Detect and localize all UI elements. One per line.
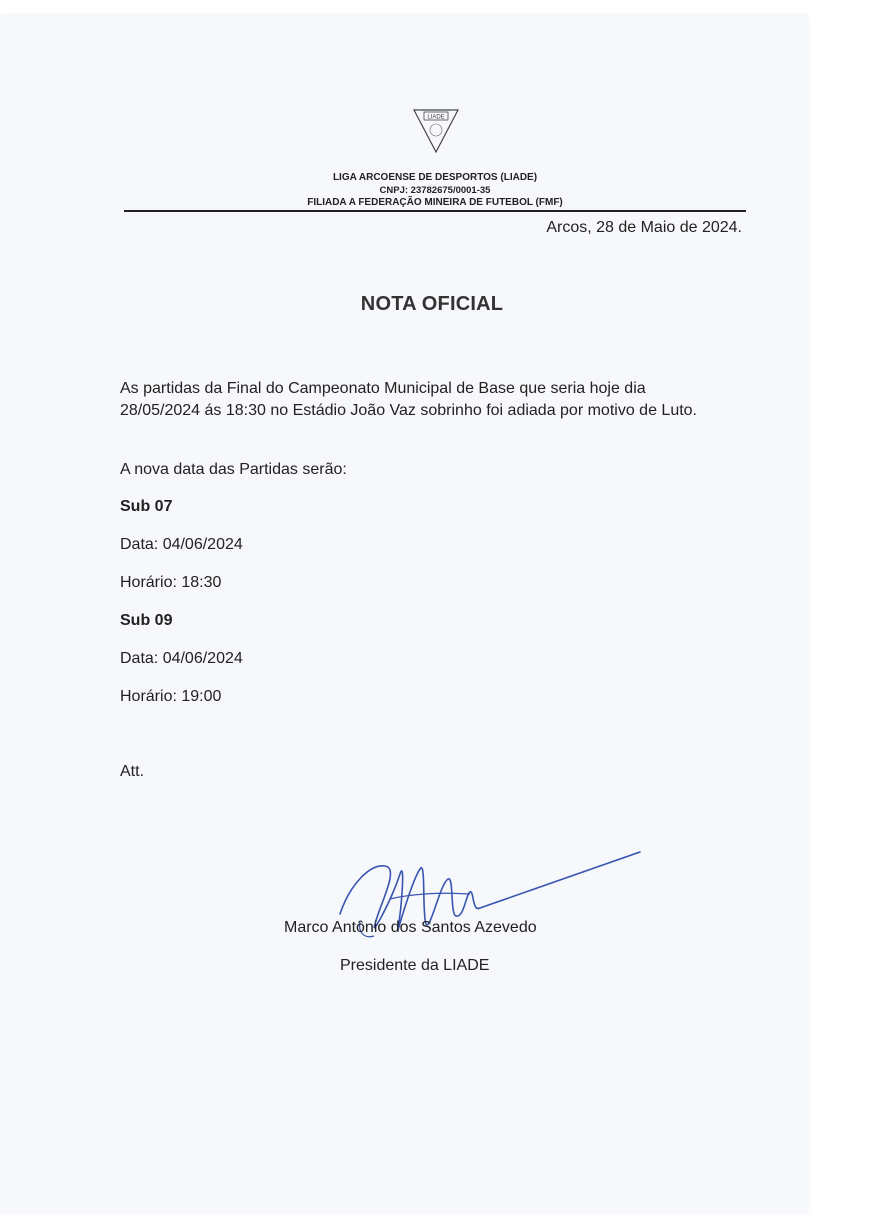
match-date: Data: 04/06/2024 [120, 536, 243, 553]
signatory-name: Marco Antônio dos Santos Azevedo [284, 919, 537, 936]
handwritten-signature [330, 844, 650, 954]
match-time: Horário: 18:30 [120, 574, 222, 591]
org-affiliation: FILIADA A FEDERAÇÃO MINEIRA DE FUTEBOL (FMF) [307, 197, 563, 208]
match-time: Horário: 19:00 [120, 688, 222, 705]
schedule-intro: A nova data das Partidas serão: [120, 461, 347, 478]
document-title: NOTA OFICIAL [360, 293, 504, 315]
document-page [0, 14, 808, 1214]
header-divider [124, 210, 746, 212]
closing: Att. [120, 763, 145, 780]
liade-logo [412, 108, 460, 154]
match-date: Data: 04/06/2024 [120, 650, 243, 667]
org-name: LIGA ARCOENSE DE DESPORTOS (LIADE) [332, 172, 538, 183]
body-paragraph: As partidas da Final do Campeonato Municipal de Base que seria hoje dia 28/05/2024 ás 18:30 no Estádio João Vaz sobrinho foi adiada por motivo de Luto. [120, 380, 697, 419]
signatory-role: Presidente da LIADE [340, 957, 490, 974]
match-category: Sub 09 [120, 612, 173, 629]
match-category: Sub 07 [120, 498, 173, 515]
date-line: Arcos, 28 de Maio de 2024. [546, 219, 742, 236]
org-cnpj: CNPJ: 23782675/0001-35 [379, 185, 491, 196]
logo-text: LIADE [427, 114, 445, 121]
